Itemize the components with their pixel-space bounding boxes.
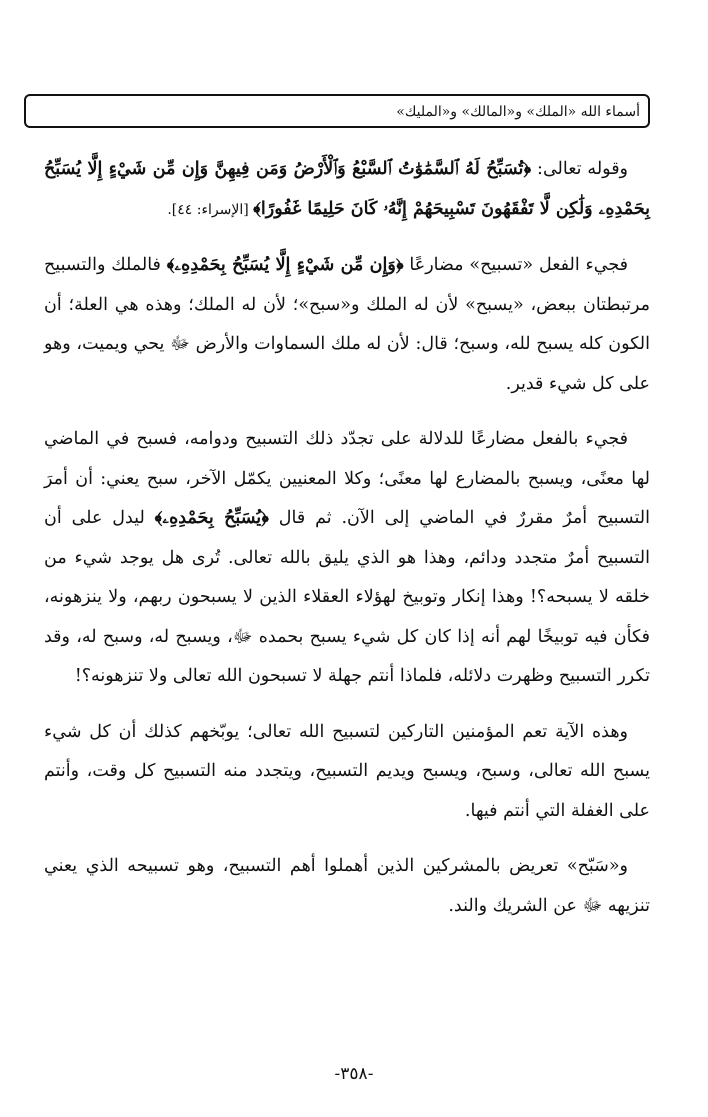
verse-reference: [الإسراء: ٤٤].: [167, 201, 254, 218]
paragraph-3-after: ليدل على أن التسبيح أمرٌ متجدد ودائم، وهذا هو الذي يليق بالله تعالى. تُرى هل يوجد شيء من خلقه لا يسبحه؟! وهذا إنكار وتوبيخ لهؤلاء العقلاء الذين لا يسبحون ربهم، ولا ينزهونه، فكأن فيه توبيخًا لهم أنه إذا كان كل شيء يسبح بحمده ﷻ، ويسبح له، وسبح له، وقد تكرر التسبيح وظهرت دلائله، فلماذا أنتم جهلة لا تسبحون الله تعالى ولا تنزهونه؟!: [44, 508, 650, 686]
paragraph-2-before: فجيء الفعل «تسبيح» مضارعًا: [403, 255, 628, 275]
paragraph-4: وهذه الآية تعم المؤمنين التاركين لتسبيح الله تعالى؛ يوبّخهم كذلك أن كل شيء يسبح الله تعالى، وسبح، ويسبح ويديم التسبيح، ويتجدد منه التسبيح كل وقت، وأنتم على الغفلة التي أنتم فيها.: [44, 721, 650, 821]
paragraph-3-before: فجيء بالفعل مضارعًا للدلالة على تجدّد ذلك التسبيح ودوامه، فسبح في الماضي لها معنًى، ويسبح بالمضارع لها معنًى؛ وكلا المعنيين يكمّل الآخر، سبح يعني: أن أمرَ التسبيح أمرٌ مقررٌ في الماضي إلى الآن. ثم قال: [44, 429, 650, 528]
paragraph-1-intro: وقوله تعالى:: [531, 159, 629, 179]
quran-verse: ﴿وَإِن مِّن شَيْءٍ إِلَّا يُسَبِّحُ بِحَمْدِهِۦ﴾: [166, 255, 404, 275]
quran-verse: ﴿يُسَبِّحُ بِحَمْدِهِۦ﴾: [154, 508, 269, 528]
quran-verse: ﴿تُسَبِّحُ لَهُ ٱلسَّمَٰوَٰتُ ٱلسَّبْعُ وَٱلْأَرْضُ وَمَن فِيهِنَّ وَإِن مِّن شَيْءٍ إِلَّا يُسَبِّحُ بِحَمْدِهِۦ وَلَٰكِن لَّا تَفْقَهُونَ تَسْبِيحَهُمْ إِنَّهُۥ كَانَ حَلِيمًا غَفُورًا﴾: [44, 159, 650, 219]
paragraph-2-after: فالملك والتسبيح مرتبطتان ببعض، «يسبح» لأن له الملك و«سبح»؛ لأن له الملك؛ وهذه هي العلة؛ أن الكون كله يسبح لله، وسبح؛ قال: لأن له ملك السماوات والأرض ﷻ يحي ويميت، وهو على كل شيء قدير.: [44, 255, 650, 394]
paragraph-1: [44, 150, 650, 230]
header-title: أسماء الله «الملك» و«المالك» و«المليك»: [396, 104, 640, 120]
running-header: [24, 94, 650, 128]
paragraph-3: [44, 420, 650, 697]
paragraph-5: و«سَبّح» تعريض بالمشركين الذين أهملوا أهم التسبيح، وهو تسبيحه الذي يعني تنزيهه ﷻ عن الشريك والند.: [44, 856, 650, 916]
page-number: -٣٥٨-: [334, 1064, 374, 1084]
page-body: [44, 150, 650, 942]
paragraph-2: [44, 246, 650, 404]
